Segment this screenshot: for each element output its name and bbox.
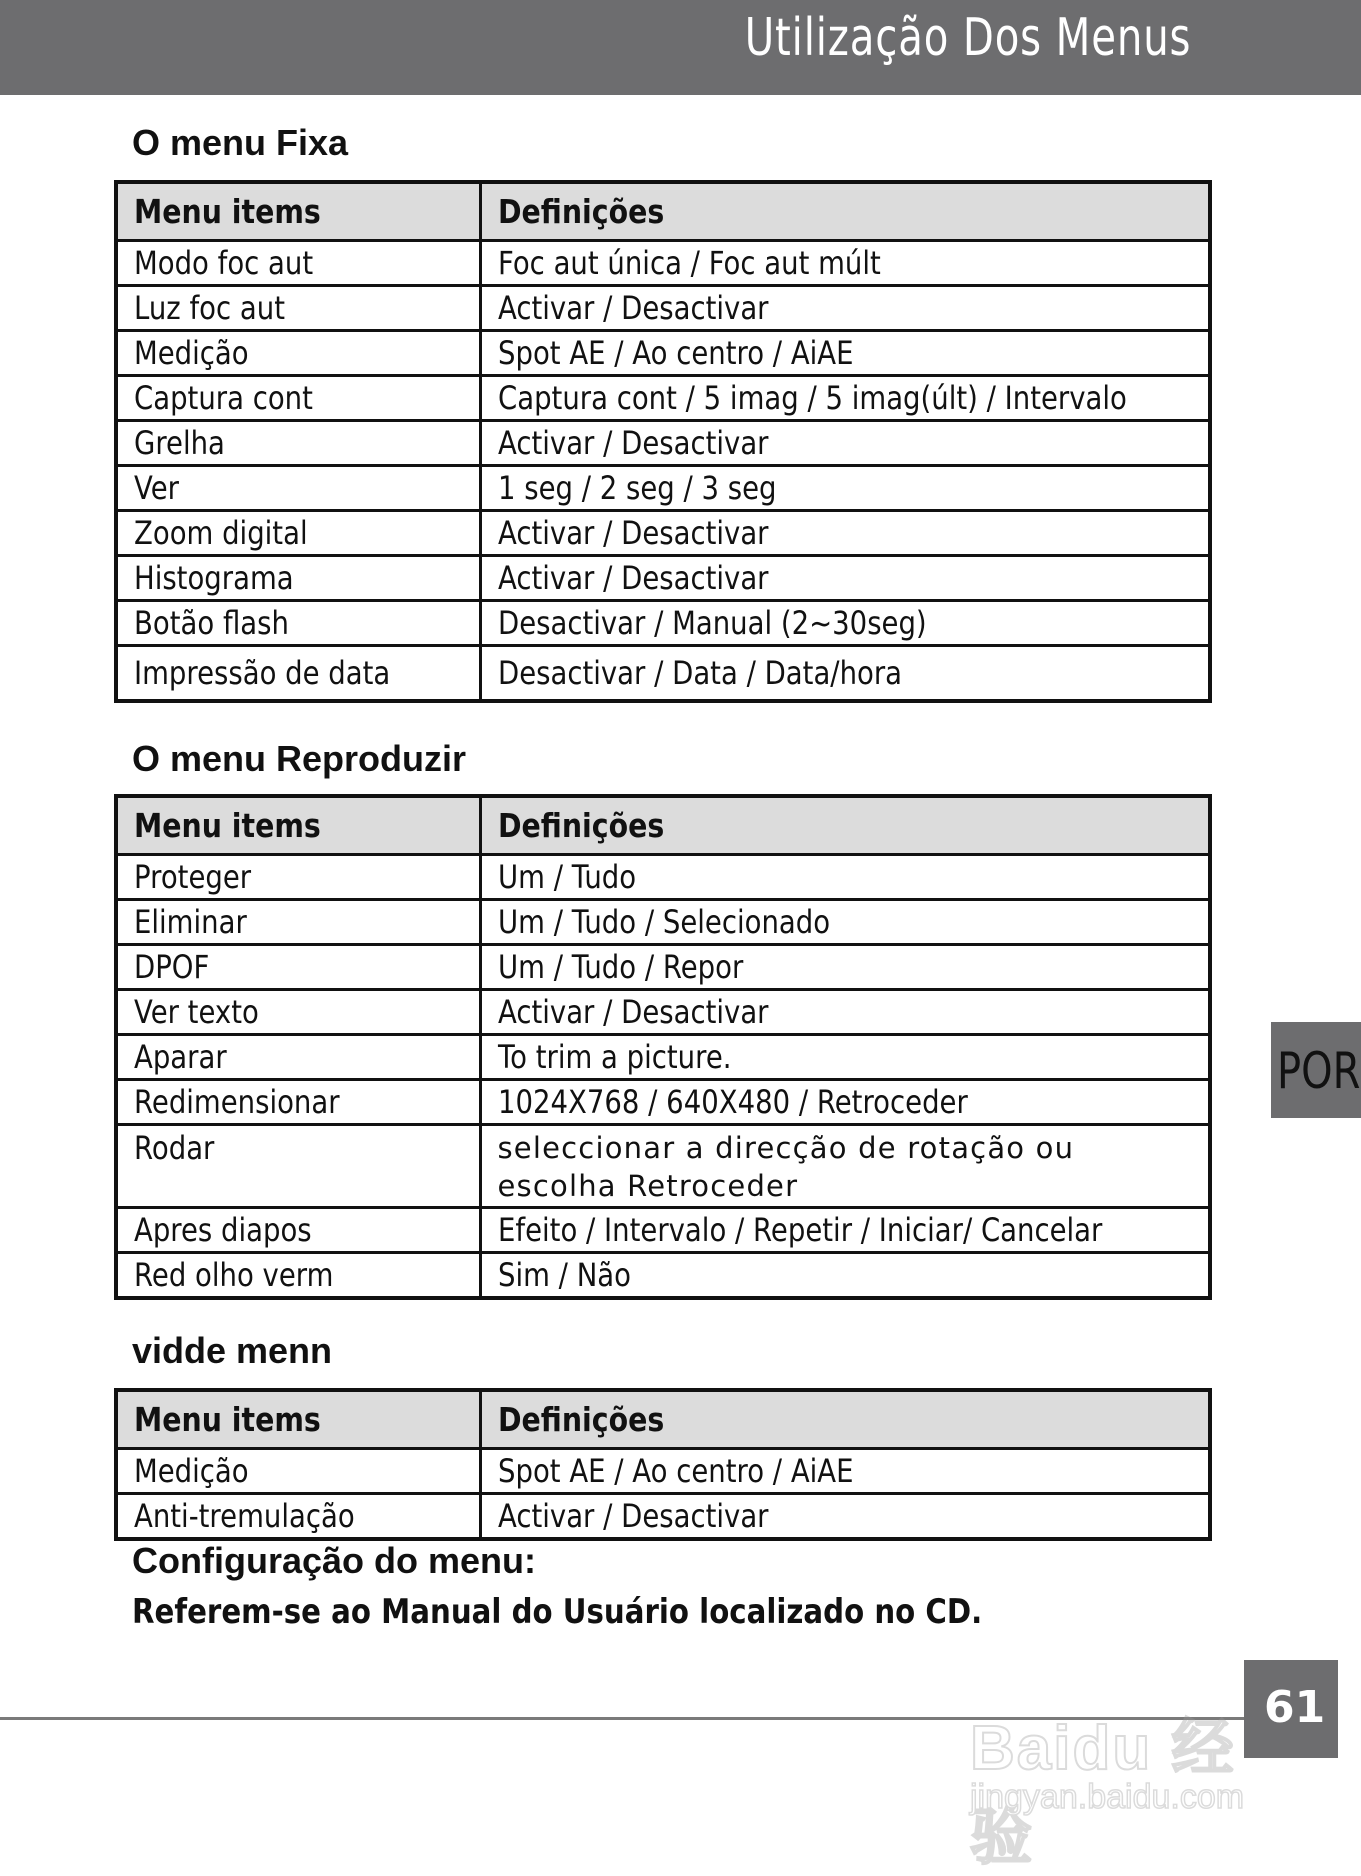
menu-item: Luz foc aut	[116, 286, 480, 331]
table-row	[116, 421, 1210, 466]
menu-item: Rodar	[116, 1125, 480, 1208]
menu-item: Eliminar	[116, 900, 480, 945]
table-row	[116, 1253, 1210, 1299]
menu-definition: Activar / Desactivar	[480, 421, 1210, 466]
table-row	[116, 1125, 1210, 1208]
menu-definition: Um / Tudo	[480, 855, 1210, 900]
menu-definition: Um / Tudo / Repor	[480, 945, 1210, 990]
column-header-items: Menu items	[116, 182, 480, 241]
table-row	[116, 1208, 1210, 1253]
column-header-definitions: Definições	[480, 796, 1210, 855]
menu-item: Ver	[116, 466, 480, 511]
menu-definition: Activar / Desactivar	[480, 556, 1210, 601]
language-tab	[1271, 1022, 1361, 1118]
menu-item: Grelha	[116, 421, 480, 466]
menu-definition: 1024X768 / 640X480 / Retroceder	[480, 1080, 1210, 1125]
table-row	[116, 466, 1210, 511]
table-menu-reproduzir	[114, 794, 1212, 1300]
menu-item: Aparar	[116, 1035, 480, 1080]
menu-item: Ver texto	[116, 990, 480, 1035]
menu-item: Histograma	[116, 556, 480, 601]
table-header-row	[116, 796, 1210, 855]
menu-item: Modo foc aut	[116, 241, 480, 286]
table-row	[116, 1449, 1210, 1494]
menu-definition: Desactivar / Manual (2~30seg)	[480, 601, 1210, 646]
table-row	[116, 1080, 1210, 1125]
table-row	[116, 376, 1210, 421]
table-row	[116, 331, 1210, 376]
menu-definition: Spot AE / Ao centro / AiAE	[480, 331, 1210, 376]
menu-definition: Captura cont / 5 imag / 5 imag(últ) / Intervalo	[480, 376, 1210, 421]
menu-item: Anti-tremulação	[116, 1494, 480, 1540]
table-row	[116, 241, 1210, 286]
table-row	[116, 286, 1210, 331]
menu-definition: Foc aut única / Foc aut múlt	[480, 241, 1210, 286]
table-row	[116, 855, 1210, 900]
language-tab-label: POR	[1277, 1042, 1361, 1100]
config-note: Referem-se ao Manual do Usuário localizado no CD.	[132, 1592, 983, 1632]
menu-item: Impressão de data	[116, 646, 480, 702]
table-header-row	[116, 1390, 1210, 1449]
menu-definition: Um / Tudo / Selecionado	[480, 900, 1210, 945]
table-row	[116, 945, 1210, 990]
section-title-fixa: O menu Fixa	[132, 122, 349, 163]
table-row	[116, 900, 1210, 945]
page-title: Utilização Dos Menus	[744, 8, 1191, 68]
column-header-definitions: Definições	[480, 182, 1210, 241]
menu-item: DPOF	[116, 945, 480, 990]
menu-item: Red olho verm	[116, 1253, 480, 1299]
menu-item: Redimensionar	[116, 1080, 480, 1125]
watermark-text: Baidu 经验	[970, 1714, 1236, 1872]
table-row	[116, 990, 1210, 1035]
menu-definition: Activar / Desactivar	[480, 286, 1210, 331]
section-title-config: Configuração do menu:	[132, 1540, 536, 1581]
table-row	[116, 1494, 1210, 1540]
menu-definition: To trim a picture.	[480, 1035, 1210, 1080]
menu-definition: Spot AE / Ao centro / AiAE	[480, 1449, 1210, 1494]
menu-item: Proteger	[116, 855, 480, 900]
table-menu-fixa	[114, 180, 1212, 703]
menu-definition: Activar / Desactivar	[480, 1494, 1210, 1540]
menu-item: Zoom digital	[116, 511, 480, 556]
menu-item: Captura cont	[116, 376, 480, 421]
column-header-definitions: Definições	[480, 1390, 1210, 1449]
page-number: 61	[1264, 1682, 1326, 1733]
watermark-url: jingyan.baidu.com	[970, 1778, 1245, 1816]
table-row	[116, 511, 1210, 556]
table-header-row	[116, 182, 1210, 241]
watermark-logo	[970, 1670, 1290, 1872]
column-header-items: Menu items	[116, 796, 480, 855]
header-bar	[0, 0, 1361, 95]
menu-definition: Efeito / Intervalo / Repetir / Iniciar/ Cancelar	[480, 1208, 1210, 1253]
menu-item: Medição	[116, 1449, 480, 1494]
menu-item: Botão flash	[116, 601, 480, 646]
section-title-reproduzir: O menu Reproduzir	[132, 738, 467, 779]
section-title-video: vidde menn	[132, 1330, 333, 1371]
menu-item: Apres diapos	[116, 1208, 480, 1253]
menu-definition: seleccionar a direcção de rotação ou escolha Retroceder	[480, 1125, 1210, 1208]
table-menu-video	[114, 1388, 1212, 1541]
table-row	[116, 556, 1210, 601]
menu-definition: Sim / Não	[480, 1253, 1210, 1299]
menu-definition: 1 seg / 2 seg / 3 seg	[480, 466, 1210, 511]
menu-definition: Desactivar / Data / Data/hora	[480, 646, 1210, 702]
table-row	[116, 1035, 1210, 1080]
menu-item: Medição	[116, 331, 480, 376]
table-row	[116, 601, 1210, 646]
column-header-items: Menu items	[116, 1390, 480, 1449]
menu-definition: Activar / Desactivar	[480, 511, 1210, 556]
table-row	[116, 646, 1210, 702]
menu-definition: Activar / Desactivar	[480, 990, 1210, 1035]
